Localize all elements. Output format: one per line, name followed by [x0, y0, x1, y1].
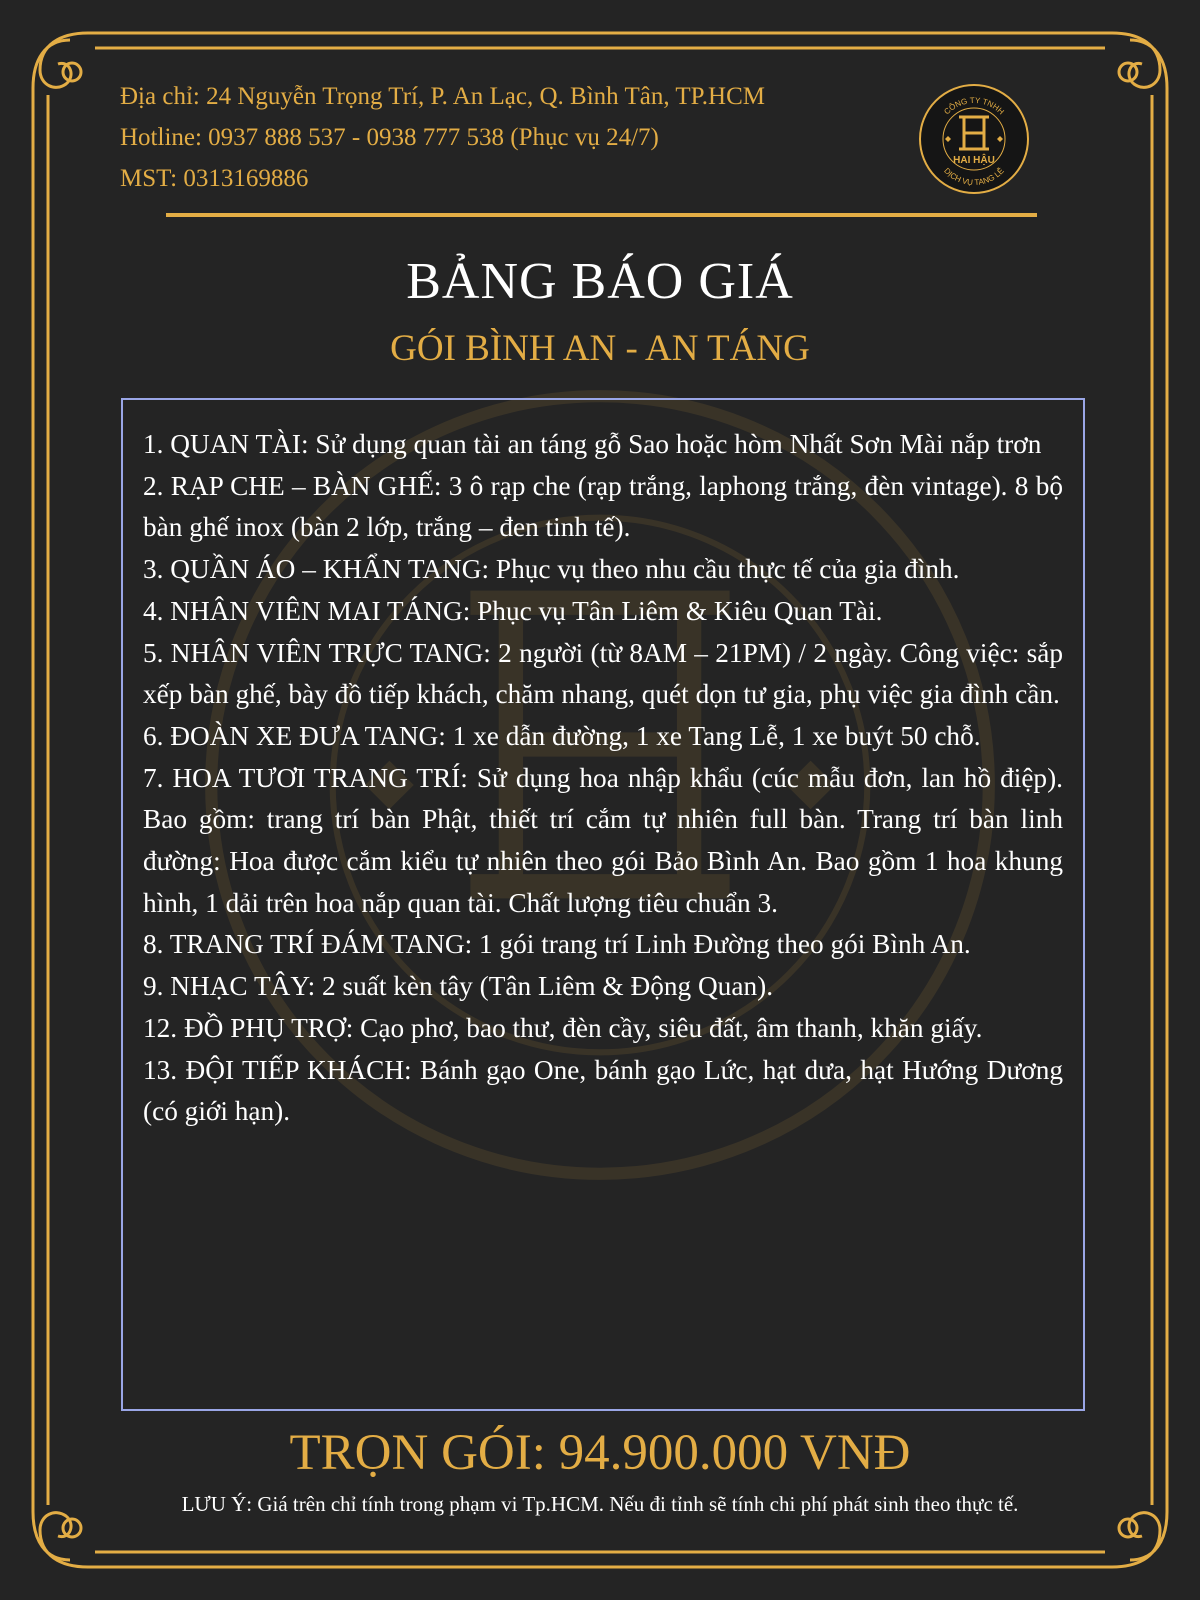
service-item: 2. RẠP CHE – BÀN GHẾ: 3 ô rạp che (rạp trắng, laphong trắng, đèn vintage). 8 bộ bàn ghế inox (bàn 2 lớp, trắng – đen tinh tế). — [143, 470, 1063, 543]
header-divider — [166, 213, 1037, 217]
service-item: 9. NHẠC TÂY: 2 suất kèn tây (Tân Liêm & Động Quan). — [143, 971, 774, 1002]
contact-info — [120, 76, 765, 199]
logo-bottom-text: DỊCH VỤ TANG LỄ — [942, 166, 1006, 188]
logo-top-text: CÔNG TY TNHH — [942, 95, 1006, 117]
service-item: 7. HOA TƯƠI TRANG TRÍ: Sử dụng hoa nhập khẩu (cúc mẫu đơn, lan hồ điệp). Bao gồm: trang trí bàn Phật, thiết trí cắm tự nhiên full bàn. Trang trí bàn linh đường: Hoa được cắm kiểu tự nhiên theo gói Bảo Bình An. Bao gồm 1 hoa khung hình, 1 dải trên hoa nắp quan tài. Chất lượng tiêu chuẩn 3. — [143, 762, 1063, 918]
service-item: 1. QUAN TÀI: Sử dụng quan tài an táng gỗ Sao hoặc hòm Nhất Sơn Mài nắp trơn — [143, 429, 1042, 459]
company-logo — [918, 83, 1030, 195]
tax-code-text: MST: 0313169886 — [120, 165, 309, 192]
service-item: 8. TRANG TRÍ ĐÁM TANG: 1 gói trang trí Linh Đường theo gói Bình An. — [143, 929, 971, 960]
package-subtitle: GÓI BÌNH AN - AN TÁNG — [390, 328, 810, 369]
service-item: 5. NHÂN VIÊN TRỰC TANG: 2 người (từ 8AM – 21PM) / 2 ngày. Công việc: sắp xếp bàn ghế, bày đồ tiếp khách, chăm nhang, quét dọn tư gia, phụ việc gia đình cần. — [143, 637, 1063, 710]
logo-brand: HAI HẬU — [953, 155, 995, 166]
service-item: 13. ĐỘI TIẾP KHÁCH: Bánh gạo One, bánh gạo Lức, hạt dưa, hạt Hướng Dương (có giới hạn). — [143, 1054, 1063, 1127]
package-price: TRỌN GÓI: 94.900.000 VNĐ — [289, 1425, 911, 1481]
price-note: LƯU Ý: Giá trên chỉ tính trong phạm vi Tp.HCM. Nếu đi tỉnh sẽ tính chi phí phát sinh theo thực tế. — [181, 1492, 1019, 1516]
address-text: Địa chỉ: 24 Nguyễn Trọng Trí, P. An Lạc, Q. Bình Tân, TP.HCM — [120, 83, 765, 110]
hotline-text: Hotline: 0937 888 537 - 0938 777 538 (Phục vụ 24/7) — [120, 124, 659, 151]
service-item: 12. ĐỒ PHỤ TRỢ: Cạo phơ, bao thư, đèn cầy, siêu đất, âm thanh, khăn giấy. — [143, 1012, 983, 1043]
service-item: 4. NHÂN VIÊN MAI TÁNG: Phục vụ Tân Liêm & Kiêu Quan Tài. — [143, 595, 883, 626]
services-list — [143, 424, 1063, 1133]
page-title: BẢNG BÁO GIÁ — [406, 253, 794, 310]
service-item: 3. QUẦN ÁO – KHẨN TANG: Phục vụ theo nhu cầu thực tế của gia đình. — [143, 554, 960, 585]
service-item: 6. ĐOÀN XE ĐƯA TANG: 1 xe dẫn đường, 1 xe Tang Lễ, 1 xe buýt 50 chỗ. — [143, 720, 981, 751]
